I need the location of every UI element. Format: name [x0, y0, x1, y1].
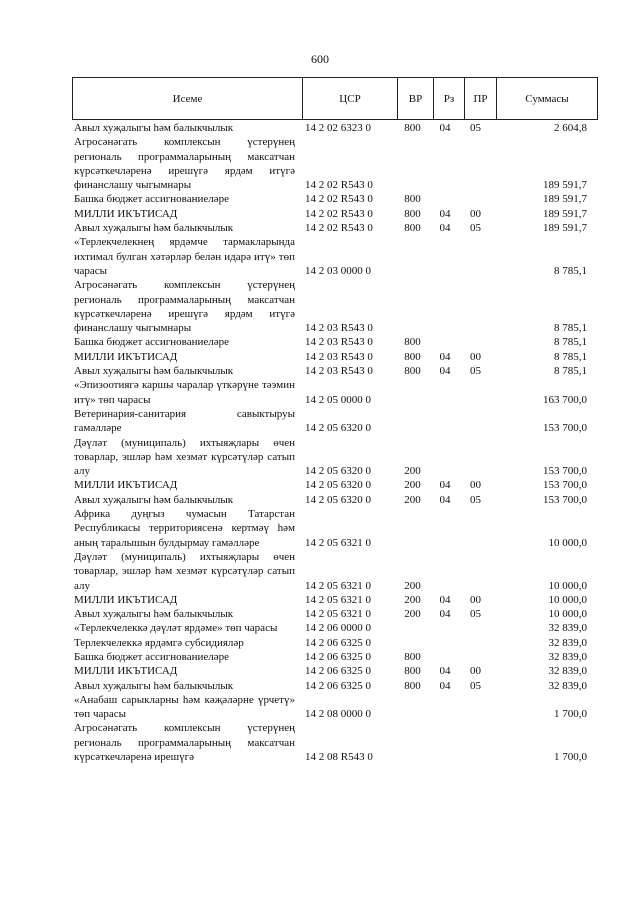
cell-sum: 153 700,0 [543, 422, 587, 435]
cell-sum: 153 700,0 [543, 479, 587, 492]
column-header-csr: ЦСР [303, 78, 398, 120]
cell-csr: 14 2 06 6325 0 [305, 636, 371, 649]
cell-sum: 10 000,0 [548, 593, 587, 606]
cell-csr: 14 2 05 6321 0 [305, 579, 371, 592]
cell-sum: 8 785,1 [554, 336, 587, 349]
cell-sum: 153 700,0 [543, 493, 587, 506]
cell-csr: 14 2 06 6325 0 [305, 679, 371, 692]
cell-name: Башка бюджет ассигнованиеләре [74, 193, 229, 206]
page-number: 600 [311, 52, 329, 66]
table-row [72, 350, 591, 364]
cell-name: Авыл хуҗалыгы һәм балыкчылык [74, 122, 234, 134]
cell-sum: 10 000,0 [548, 536, 587, 549]
cell-sum: 10 000,0 [548, 579, 587, 592]
table-row [72, 135, 591, 192]
table-row [72, 335, 591, 349]
column-header-sum: Суммасы [497, 78, 598, 120]
table-row [72, 192, 591, 206]
cell-name: Авыл хуҗалыгы һәм балыкчылык [74, 679, 234, 692]
cell-csr: 14 2 08 0000 0 [305, 708, 371, 721]
column-header-name: Исеме [73, 78, 303, 120]
cell-name: Дәүләт (муниципаль) ихтыяҗлары өчен товарлар, эшләр һәм хезмәт күрсәтүләр сатып алу [74, 550, 295, 592]
cell-sum: 32 839,0 [548, 665, 587, 678]
table-row [72, 278, 591, 335]
table-row [72, 207, 591, 221]
cell-rz: 04 [439, 593, 451, 606]
cell-vr: 200 [404, 608, 421, 621]
cell-name: Авыл хуҗалыгы һәм балыкчылык [74, 493, 234, 506]
cell-pr: 05 [470, 222, 481, 235]
table-row [72, 679, 591, 693]
cell-vr: 800 [404, 650, 421, 663]
cell-vr: 800 [404, 336, 421, 349]
cell-csr: 14 2 05 6320 0 [305, 479, 371, 492]
cell-rz: 04 [439, 207, 451, 220]
cell-rz: 04 [439, 479, 451, 492]
table-row [72, 478, 591, 492]
table-row [72, 364, 591, 378]
cell-csr: 14 2 03 0000 0 [305, 264, 371, 277]
table-row [72, 550, 591, 593]
cell-csr: 14 2 06 0000 0 [305, 622, 371, 635]
table-row [72, 621, 591, 635]
cell-vr: 800 [404, 207, 421, 220]
cell-sum: 8 785,1 [554, 350, 587, 363]
column-header-vr: ВР [398, 78, 434, 120]
cell-csr: 14 2 03 R543 0 [305, 350, 373, 363]
cell-name: Ветеринария-санитария савыктыруы гамәлләре [74, 407, 295, 435]
cell-name: МИЛЛИ ИКЪТИСАД [74, 350, 178, 363]
table-row [72, 650, 591, 664]
cell-vr: 800 [404, 665, 421, 678]
cell-sum: 32 839,0 [548, 650, 587, 663]
cell-sum: 153 700,0 [543, 465, 587, 478]
cell-vr: 800 [404, 679, 421, 692]
cell-name: Агросәнәгать комплексын үстерүнең региональ программаларының максатчан күрсәткечләренә ирешүгә ярдәм итүгә финанслашу чыгымнары [74, 136, 295, 192]
cell-name: МИЛЛИ ИКЪТИСАД [74, 479, 178, 492]
cell-csr: 14 2 03 R543 0 [305, 322, 373, 335]
cell-name: Африка дуңгыз чумасын Татарстан Республикасы территориясенә кертмәү һәм аның таралышын булдырмау гамәлләре [74, 508, 295, 549]
table-row [72, 493, 591, 507]
cell-vr: 200 [404, 465, 421, 478]
table-row [72, 436, 591, 479]
cell-sum: 189 591,7 [543, 207, 587, 220]
cell-rz: 04 [439, 679, 451, 692]
cell-csr: 14 2 08 R543 0 [305, 751, 373, 764]
cell-csr: 14 2 06 6325 0 [305, 650, 371, 663]
cell-name: «Эпизоотиягә каршы чаралар үткәрүне тәэмин итү» төп чарасы [74, 379, 295, 406]
cell-pr: 05 [470, 493, 481, 506]
cell-rz: 04 [439, 122, 451, 134]
cell-csr: 14 2 02 R543 0 [305, 207, 373, 220]
cell-name: Агросәнәгать комплексын үстерүнең региональ программаларының максатчан күрсәткечләренә ирешүгә ярдәм итүгә финанслашу чыгымнары [74, 279, 295, 335]
table-row [72, 636, 591, 650]
cell-sum: 189 591,7 [543, 193, 587, 206]
cell-sum: 32 839,0 [548, 622, 587, 635]
cell-name: Башка бюджет ассигнованиеләре [74, 336, 229, 349]
table-row [72, 507, 591, 550]
cell-name: МИЛЛИ ИКЪТИСАД [74, 593, 178, 606]
cell-csr: 14 2 02 R543 0 [305, 193, 373, 206]
cell-name: Авыл хуҗалыгы һәм балыкчылык [74, 365, 234, 378]
cell-pr: 05 [470, 365, 481, 378]
cell-sum: 10 000,0 [548, 608, 587, 621]
cell-csr: 14 2 02 R543 0 [305, 179, 373, 192]
cell-vr: 200 [404, 479, 421, 492]
cell-csr: 14 2 06 6325 0 [305, 665, 371, 678]
cell-csr: 14 2 03 R543 0 [305, 336, 373, 349]
table-row [72, 664, 591, 678]
table-row [72, 407, 591, 436]
cell-name: МИЛЛИ ИКЪТИСАД [74, 207, 178, 220]
cell-vr: 800 [404, 365, 421, 378]
cell-rz: 04 [439, 222, 451, 235]
cell-rz: 04 [439, 665, 451, 678]
cell-pr: 05 [470, 608, 481, 621]
cell-csr: 14 2 05 6321 0 [305, 593, 371, 606]
cell-vr: 800 [404, 122, 421, 134]
cell-sum: 2 604,8 [554, 122, 587, 134]
cell-pr: 00 [470, 665, 481, 678]
cell-vr: 200 [404, 579, 421, 592]
table-row [72, 235, 591, 278]
table-row [72, 593, 591, 607]
cell-rz: 04 [439, 493, 451, 506]
cell-vr: 800 [404, 350, 421, 363]
cell-name: Агросәнәгать комплексын үстерүнең региональ программаларының максатчан күрсәткечләренә ирешүгә [74, 722, 295, 764]
cell-name: Авыл хуҗалыгы һәм балыкчылык [74, 608, 234, 621]
table-body [72, 121, 591, 764]
cell-csr: 14 2 05 6320 0 [305, 422, 371, 435]
cell-name: Дәүләт (муниципаль) ихтыяҗлары өчен товарлар, эшләр һәм хезмәт күрсәтүләр сатып алу [74, 436, 295, 478]
cell-rz: 04 [439, 365, 451, 378]
cell-vr: 200 [404, 493, 421, 506]
table-row [72, 607, 591, 621]
cell-csr: 14 2 05 6321 0 [305, 608, 371, 621]
table-row [72, 721, 591, 764]
cell-csr: 14 2 05 6321 0 [305, 536, 371, 549]
cell-name: «Терлекчелекнең ярдәмче тармакларында ихтимал булган хәтәрләр белән идарә итү» төп чарасы [74, 236, 295, 277]
cell-sum: 8 785,1 [554, 264, 587, 277]
cell-sum: 1 700,0 [554, 708, 587, 721]
cell-name: Башка бюджет ассигнованиеләре [74, 650, 229, 663]
cell-rz: 04 [439, 608, 451, 621]
cell-pr: 00 [470, 479, 481, 492]
column-header-pr: ПР [465, 78, 497, 120]
column-header-rz: Рз [434, 78, 465, 120]
header-row [73, 78, 598, 120]
cell-sum: 189 591,7 [543, 179, 587, 192]
cell-pr: 05 [470, 679, 481, 692]
cell-sum: 32 839,0 [548, 636, 587, 649]
cell-sum: 8 785,1 [554, 365, 587, 378]
cell-name: Терлекчелеккә ярдәмгә субсидияләр [74, 636, 244, 649]
cell-pr: 00 [470, 593, 481, 606]
cell-name: МИЛЛИ ИКЪТИСАД [74, 665, 178, 678]
cell-pr: 00 [470, 207, 481, 220]
cell-csr: 14 2 05 6320 0 [305, 465, 371, 478]
table-row [72, 221, 591, 235]
cell-sum: 32 839,0 [548, 679, 587, 692]
cell-sum: 189 591,7 [543, 222, 587, 235]
cell-csr: 14 2 02 6323 0 [305, 122, 371, 134]
cell-sum: 8 785,1 [554, 322, 587, 335]
cell-name: «Терлекчелеккә дәүләт ярдәме» төп чарасы [74, 622, 278, 635]
cell-vr: 800 [404, 222, 421, 235]
cell-name: «Анабаш сарыкларны һәм кәҗәләрне үрчетү» төп чарасы [74, 693, 295, 721]
cell-name: Авыл хуҗалыгы һәм балыкчылык [74, 222, 234, 235]
cell-vr: 800 [404, 193, 421, 206]
table-row [72, 378, 591, 407]
table-row [72, 121, 591, 135]
cell-csr: 14 2 05 6320 0 [305, 493, 371, 506]
cell-rz: 04 [439, 350, 451, 363]
cell-csr: 14 2 05 0000 0 [305, 393, 371, 406]
table-row [72, 693, 591, 722]
cell-sum: 1 700,0 [554, 751, 587, 764]
cell-vr: 200 [404, 593, 421, 606]
cell-csr: 14 2 02 R543 0 [305, 222, 373, 235]
cell-pr: 05 [470, 122, 481, 134]
table-header [72, 77, 598, 120]
cell-sum: 163 700,0 [543, 393, 587, 406]
cell-pr: 00 [470, 350, 481, 363]
cell-csr: 14 2 03 R543 0 [305, 365, 373, 378]
